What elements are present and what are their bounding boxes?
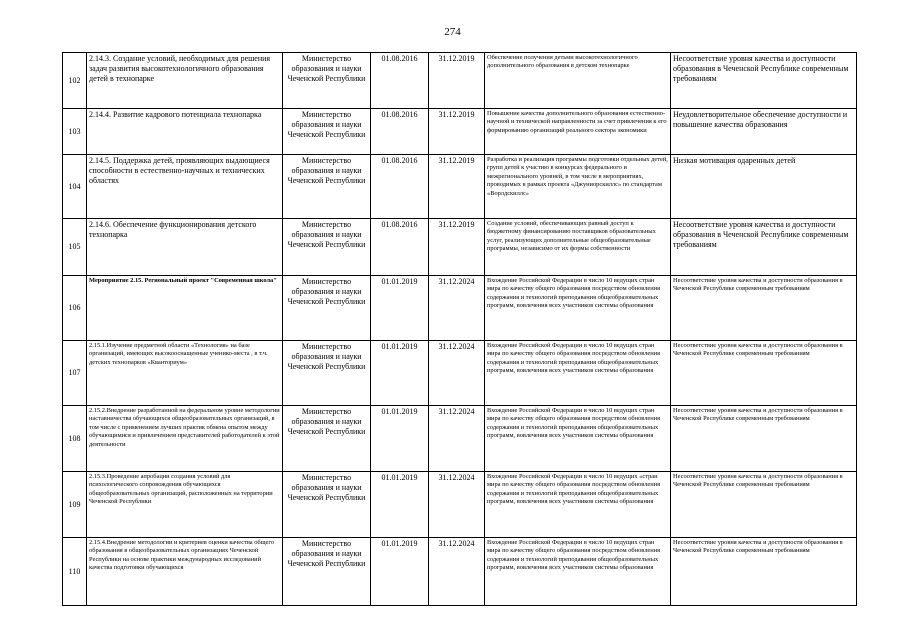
problem-cell: Несоответствие уровня качества и доступности образования в Чеченской Республике современным требованиям: [671, 341, 857, 406]
table-row: [63, 219, 857, 276]
executor-cell: Министерство образования и науки Чеченской Республики: [283, 219, 371, 276]
table-row: [63, 472, 857, 538]
start-date-cell: 01.08.2016: [371, 109, 429, 155]
row-number: 106: [63, 276, 87, 341]
problem-cell: Несоответствие уровня качества и доступности образования в Чеченской Республике современным требованиям: [671, 472, 857, 538]
row-number: 102: [63, 53, 87, 109]
start-date-cell: 01.01.2019: [371, 472, 429, 538]
row-number: 105: [63, 219, 87, 276]
measure-cell: 2.15.2.Внедрение разработанной на федеральном уровне методологии наставничества обучающихся общеобразовательных организаций, в том числе с применением лучших практик обмена опытом между обучающимися и привлечением представителей работодателей к этой деятельности: [87, 406, 283, 472]
executor-cell: Министерство образования и науки Чеченской Республики: [283, 538, 371, 606]
row-number: 110: [63, 538, 87, 606]
end-date-cell: 31.12.2019: [429, 219, 485, 276]
measure-cell: 2.14.6. Обеспечение функционирования детского технопарка: [87, 219, 283, 276]
executor-cell: Министерство образования и науки Чеченской Республики: [283, 53, 371, 109]
row-number: 104: [63, 155, 87, 219]
result-cell: Вхождение Российской Федерации в число 10 ведущих стран мира по качеству общего образования посредством обновления содержания и технологий преподавания общеобразовательных программ, вовлечения всех участников системы образования: [485, 276, 671, 341]
table-row: [63, 276, 857, 341]
measure-cell: 2.14.5. Поддержка детей, проявляющих выдающиеся способности в естественно-научных и технических областях: [87, 155, 283, 219]
executor-cell: Министерство образования и науки Чеченской Республики: [283, 472, 371, 538]
executor-cell: Министерство образования и науки Чеченской Республики: [283, 406, 371, 472]
end-date-cell: 31.12.2024: [429, 538, 485, 606]
row-number: 103: [63, 109, 87, 155]
page-number: 274: [444, 26, 461, 38]
end-date-cell: 31.12.2024: [429, 406, 485, 472]
measures-table: [62, 52, 857, 606]
end-date-cell: 31.12.2019: [429, 53, 485, 109]
row-number: 108: [63, 406, 87, 472]
executor-cell: Министерство образования и науки Чеченской Республики: [283, 341, 371, 406]
start-date-cell: 01.08.2016: [371, 53, 429, 109]
result-cell: Вхождение Российской Федерации в число 10 ведущих «стран мира по качеству общего образования посредством обновления содержания и технологий преподавания общеобразовательных программ, вовлечения всех участников системы образования: [485, 472, 671, 538]
end-date-cell: 31.12.2019: [429, 109, 485, 155]
start-date-cell: 01.01.2019: [371, 406, 429, 472]
problem-cell: Несоответствие уровня качества и доступности образования в Чеченской Республике современным требованиям: [671, 538, 857, 606]
table-row: [63, 109, 857, 155]
end-date-cell: 31.12.2024: [429, 276, 485, 341]
executor-cell: Министерство образования и науки Чеченской Республики: [283, 155, 371, 219]
start-date-cell: 01.01.2019: [371, 341, 429, 406]
start-date-cell: 01.01.2019: [371, 538, 429, 606]
result-cell: Вхождение Российской Федерации в число 10 ведущих стран мира по качеству общего образования посредством обновления содержания и технологий преподавания общеобразовательных программ, вовлечения всех участников системы образования: [485, 538, 671, 606]
end-date-cell: 31.12.2019: [429, 155, 485, 219]
executor-cell: Министерство образования и науки Чеченской Республики: [283, 276, 371, 341]
problem-cell: Несоответствие уровня качества и доступности образования в Чеченской Республике современным требованиям: [671, 53, 857, 109]
table-row: [63, 341, 857, 406]
executor-cell: Министерство образования и науки Чеченской Республики: [283, 109, 371, 155]
problem-cell: Несоответствие уровня качества и доступности образования в Чеченской Республике современным требованиям: [671, 276, 857, 341]
measure-cell: 2.15.1.Изучение предметной области «Технология» на базе организаций, имеющих высокооснащенные ученико-места , в т.ч. детских технопарков «Кванториум»: [87, 341, 283, 406]
result-cell: Повышение качества дополнительного образования естественно-научной и технической направленности за счет привлечения к его формированию организаций реального сектора экономики: [485, 109, 671, 155]
problem-cell: Низкая мотивация одаренных детей: [671, 155, 857, 219]
result-cell: Создание условий, обеспечивающих равный доступ к бюджетному финансированию поставщиков образовательных услуг, реализующих дополнительные общеобразовательные программы, независимо от их формы собственности: [485, 219, 671, 276]
problem-cell: Несоответствие уровня качества и доступности образования в Чеченской Республике современным требованиям: [671, 406, 857, 472]
start-date-cell: 01.01.2019: [371, 276, 429, 341]
table-row: [63, 538, 857, 606]
end-date-cell: 31.12.2024: [429, 472, 485, 538]
measure-cell: 2.15.3.Проведение апробации создания условий для психологического сопровождения обучающихся общеобразовательных организаций, расположенных на территории Чеченской Республики: [87, 472, 283, 538]
table-row: [63, 406, 857, 472]
result-cell: Обеспечение получения детьми высокотехнологичного дополнительного образования в детском технопарке: [485, 53, 671, 109]
measure-cell: Мероприятие 2.15. Региональный проект "Современная школа": [87, 276, 283, 341]
result-cell: Вхождение Российской Федерации в число 10 ведущих стран мира по качеству общего образования посредством обновления содержания и технологий преподавания общеобразовательных программ, вовлечения всех участников системы образования: [485, 341, 671, 406]
measure-cell: 2.14.4. Развитие кадрового потенциала технопарка: [87, 109, 283, 155]
start-date-cell: 01.08.2016: [371, 155, 429, 219]
measure-cell: 2.15.4.Внедрение методологии и критериев оценки качества общего образования в общеобразовательных организациях Чеченской Республики на основе практики международных исследований качества подготовки обучающихся: [87, 538, 283, 606]
row-number: 109: [63, 472, 87, 538]
problem-cell: Неудовлетворительное обеспечение доступности и повышение качества образования: [671, 109, 857, 155]
result-cell: Разработка и реализация программы подготовки отдельных детей, групп детей к участию в конкурсах федерального и межрегионального уровней, в том числе в мероприятиях, проводимых в рамках проекта «Джуниорскиллс» по стандартам «Ворлдскиллс»: [485, 155, 671, 219]
table-row: [63, 53, 857, 109]
table-row: [63, 155, 857, 219]
start-date-cell: 01.08.2016: [371, 219, 429, 276]
end-date-cell: 31.12.2024: [429, 341, 485, 406]
problem-cell: Несоответствие уровня качества и доступности образования в Чеченской Республике современным требованиям: [671, 219, 857, 276]
measure-cell: 2.14.3. Создание условий, необходимых для решения задач развития высокотехнологичного образования детей в технопарке: [87, 53, 283, 109]
row-number: 107: [63, 341, 87, 406]
result-cell: Вхождение Российской Федерации в число 10 ведущих стран мира по качеству общего образования посредством обновления содержания и технологий преподавания общеобразовательных программ, вовлечения всех участников системы образования: [485, 406, 671, 472]
